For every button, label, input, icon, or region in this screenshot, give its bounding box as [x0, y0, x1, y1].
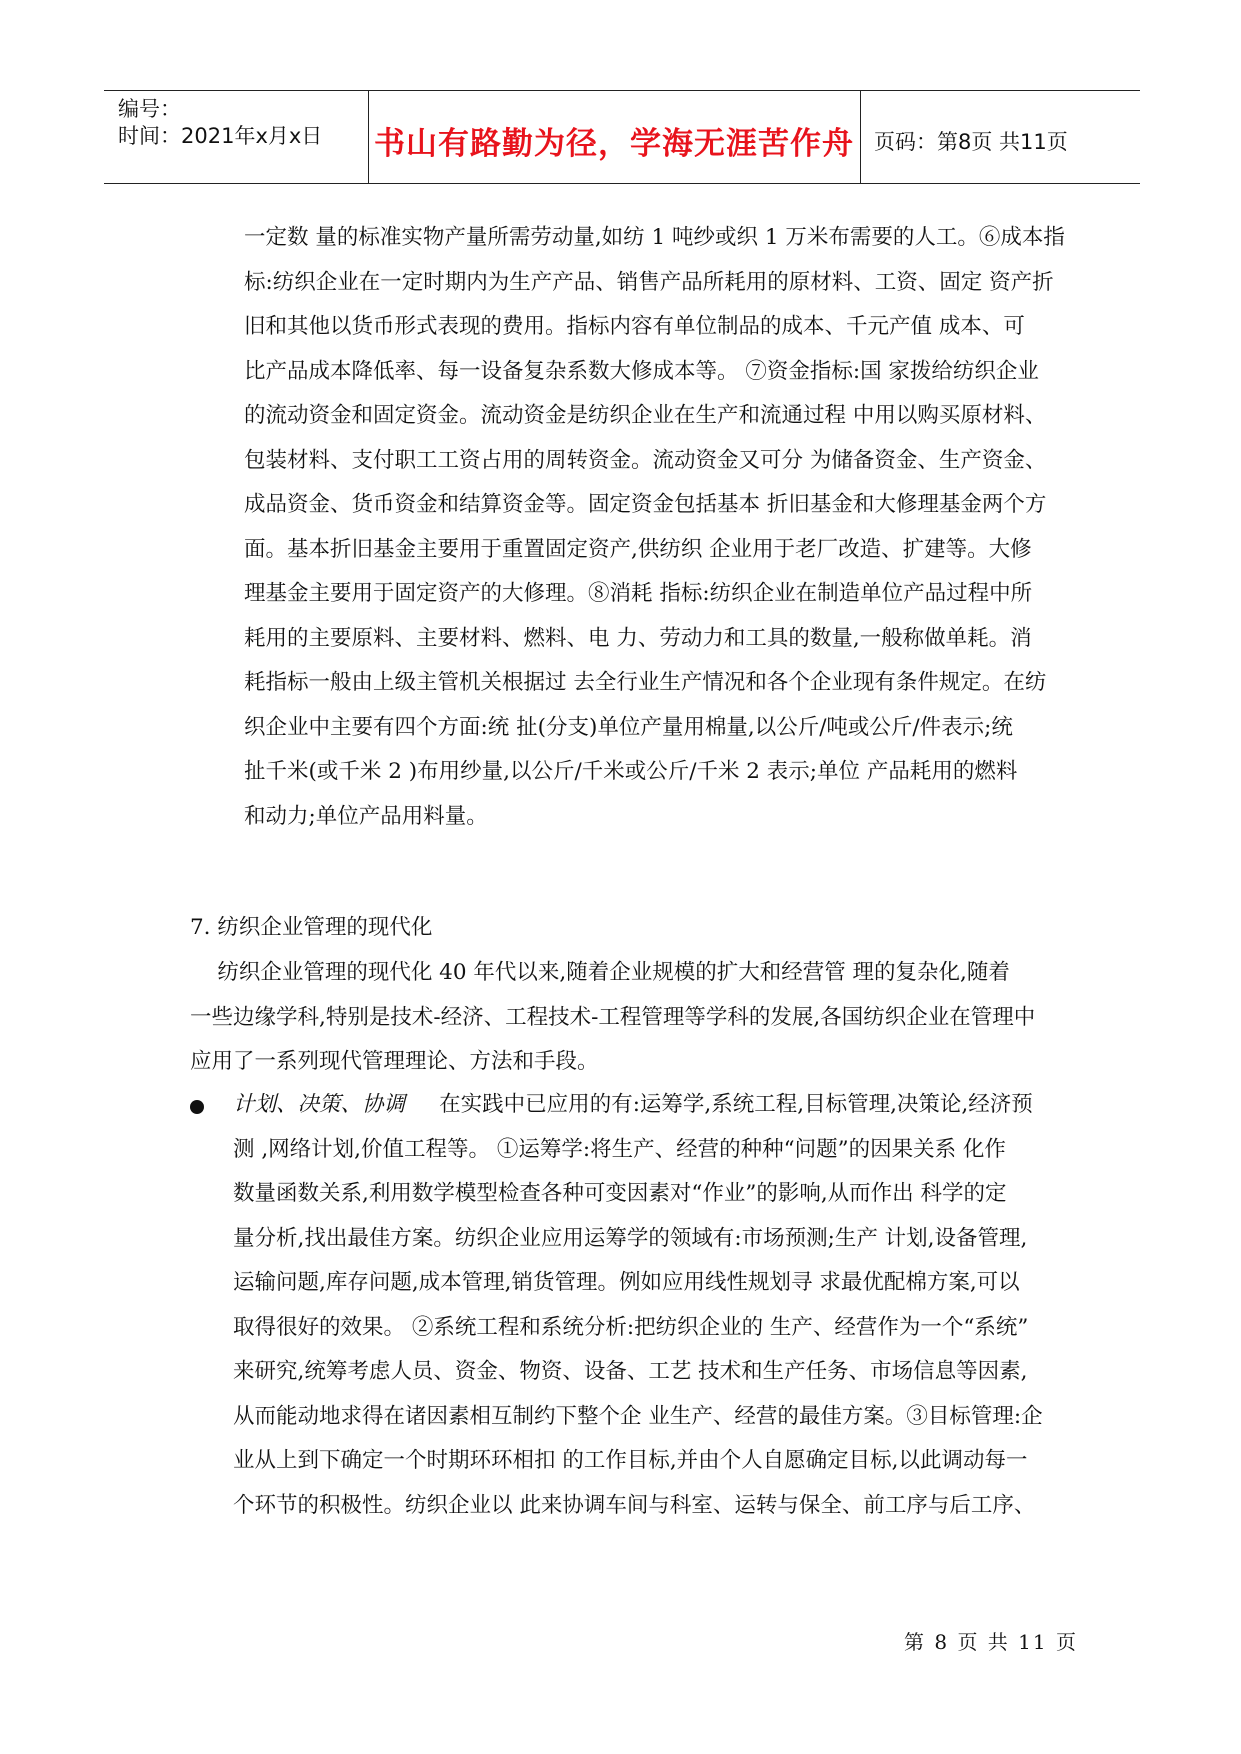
- text-line: 纺织企业管理的现代化 40 年代以来,随着企业规模的扩大和经营管 理的复杂化,随着: [190, 960, 1010, 985]
- text-line: 和动力;单位产品用料量。: [244, 803, 488, 829]
- bullet-dot: [190, 1100, 204, 1114]
- text-line: 运输问题,库存问题,成本管理,销货管理。例如应用线性规划寻 求最优配棉方案,可以: [233, 1270, 1020, 1295]
- text-line: 量分析,找出最佳方案。纺织企业应用运筹学的领域有:市场预测;生产 计划,设备管理,: [233, 1225, 1028, 1251]
- header-page-label: 页码：第8页 共11页: [874, 130, 1068, 154]
- text-line: 一定数 量的标准实物产量所需劳动量,如纺 1 吨纱或织 1 万米布需要的人工。⑥成本指: [244, 225, 1065, 250]
- text-line: 耗指标一般由上级主管机关根据过 去全行业生产情况和各个企业现有条件规定。在纺: [244, 670, 1047, 695]
- text-line: 业从上到下确定一个时期环环相扣 的工作目标,并由个人自愿确定目标,以此调动每一: [233, 1448, 1028, 1473]
- text-line: 包装材料、支付职工工资占用的周转资金。流动资金又可分 为储备资金、生产资金、: [244, 447, 1047, 473]
- text-line: 测 ,网络计划,价值工程等。 ①运筹学:将生产、经营的种种“问题”的因果关系 化作: [233, 1136, 1006, 1162]
- text-line: 织企业中主要有四个方面:统 扯(分支)单位产量用棉量,以公斤/吨或公斤/件表示;统: [244, 714, 1013, 740]
- text-line: 面。基本折旧基金主要用于重置固定资产,供纺织 企业用于老厂改造、扩建等。大修: [244, 536, 1032, 562]
- header-top-rule: [104, 90, 1140, 91]
- text-line: 应用了一系列现代管理理论、方法和手段。: [190, 1049, 599, 1074]
- text-line: 比产品成本降低率、每一设备复杂系数大修成本等。 ⑦资金指标:国 家拨给纺织企业: [244, 358, 1039, 384]
- text-line: 标:纺织企业在一定时期内为生产产品、销售产品所耗用的原材料、工资、固定 资产折: [244, 269, 1054, 295]
- paragraph-indicators: [244, 216, 1064, 839]
- text-line: 从而能动地求得在诸因素相互制约下整个企 业生产、经营的最佳方案。③目标管理:企: [233, 1403, 1043, 1429]
- paragraph-modernization: [190, 951, 1064, 1085]
- header-time-label: 时间：2021年x月x日: [118, 124, 323, 148]
- text-line: 扯千米(或千米 2 )布用纱量,以公斤/千米或公斤/千米 2 表示;单位 产品耗用的燃料: [244, 759, 1018, 784]
- header-divider-right: [860, 90, 861, 183]
- text-line: 数量函数关系,利用数学模型检查各种可变因素对“作业”的影响,从而作出 科学的定: [233, 1181, 1007, 1206]
- text-line: 一些边缘学科,特别是技术-经济、工程技术-工程管理等学科的发展,各国纺织企业在管理中: [190, 1004, 1036, 1030]
- text-line: 取得很好的效果。 ②系统工程和系统分析:把纺织企业的 生产、经营作为一个“系统”: [233, 1314, 1029, 1340]
- text-line: 理基金主要用于固定资产的大修理。⑧消耗 指标:纺织企业在制造单位产品过程中所: [244, 581, 1033, 606]
- text-line: 个环节的积极性。纺织企业以 此来协调车间与科室、运转与保全、前工序与后工序、: [233, 1492, 1036, 1518]
- text-line: 的流动资金和固定资金。流动资金是纺织企业在生产和流通过程 中用以购买原材料、: [244, 403, 1047, 428]
- page-footer: 第 8 页 共 11 页: [904, 1630, 1078, 1654]
- bullet-title: 计划、决策、协调: [233, 1092, 406, 1117]
- text-line: 耗用的主要原料、主要材料、燃料、电 力、劳动力和工具的数量,一般称做单耗。消: [244, 625, 1032, 651]
- bullet-first-line: 在实践中已应用的有:运筹学,系统工程,目标管理,决策论,经济预: [405, 1092, 1033, 1117]
- text-line: 成品资金、货币资金和结算资金等。固定资金包括基本 折旧基金和大修理基金两个方: [244, 492, 1047, 517]
- bullet-paragraph: [233, 1083, 1065, 1528]
- header-divider-left: [368, 90, 369, 183]
- text-line: [233, 1083, 1065, 1128]
- header-motto: 书山有路勤为径，学海无涯苦作舟: [374, 126, 854, 162]
- text-line: 来研究,统筹考虑人员、资金、物资、设备、工艺 技术和生产任务、市场信息等因素,: [233, 1359, 1028, 1384]
- header-number-label: 编号：: [118, 97, 181, 121]
- section-heading: 7. 纺织企业管理的现代化: [190, 915, 433, 940]
- header-bottom-rule: [104, 183, 1140, 184]
- text-line: 旧和其他以货币形式表现的费用。指标内容有单位制品的成本、千元产值 成本、可: [244, 314, 1025, 339]
